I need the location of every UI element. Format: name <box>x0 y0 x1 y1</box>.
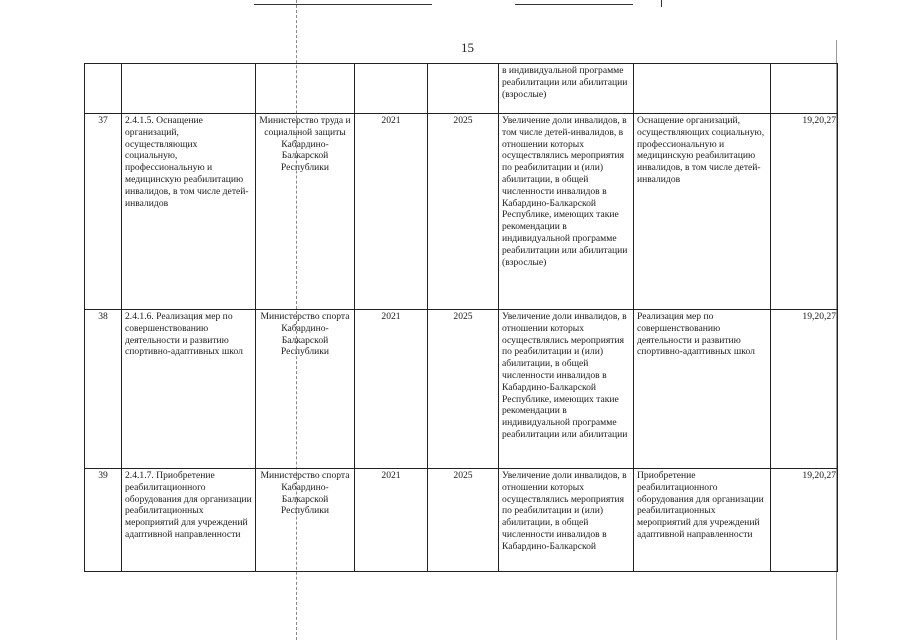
measure-cell: 2.4.1.7. Приобретение реабилитационного оборудования для организации реабилитационных мероприятий для учреждений адаптивной направленности <box>122 469 256 572</box>
page-number: 15 <box>461 40 474 55</box>
indicator-cell: Увеличение доли инвалидов, в отношении которых осуществлялись мероприятия по реабилитации и (или) абилитации, в общей численности инвалидов в Кабардино-Балкарской <box>499 469 634 572</box>
result-cell: Приобретение реабилитационного оборудования для организации реабилитационных мероприятий для учреждений адаптивной направленности <box>634 469 771 572</box>
row-number: 37 <box>85 114 122 310</box>
result-cell: Реализация мер по совершенствованию деятельности и развитию спортивно-адаптивных школ <box>634 310 771 469</box>
refs-cell: 19,20,27 <box>771 469 838 572</box>
table-row <box>85 310 838 469</box>
scan-tick-right <box>661 0 662 7</box>
row-number: 38 <box>85 310 122 469</box>
end-year-cell: 2025 <box>428 310 499 469</box>
end-year-cell <box>428 64 499 114</box>
measure-cell: 2.4.1.5. Оснащение организаций, осуществляющих социальную, профессиональную и медицинскую реабилитацию инвалидов, в том числе детей-инвалидов <box>122 114 256 310</box>
measure-cell <box>122 64 256 114</box>
start-year-cell: 2021 <box>355 310 428 469</box>
scan-rule-left <box>254 4 432 5</box>
executor-cell <box>256 64 355 114</box>
result-cell: Оснащение организаций, осуществляющих социальную, профессиональную и медицинскую реабилитацию инвалидов, в том числе детей-инвалидов <box>634 114 771 310</box>
result-cell <box>634 64 771 114</box>
indicator-cell: Увеличение доли инвалидов, в том числе детей-инвалидов, в отношении которых осуществлялись мероприятия по реабилитации и (или) абилитации, в общей численности инвалидов в Кабардино-Балкарской Республике, имеющих такие рекомендации в индивидуальной программе реабилитации или абилитации (взрослые) <box>499 114 634 310</box>
start-year-cell <box>355 64 428 114</box>
table-row <box>85 469 838 572</box>
row-number <box>85 64 122 114</box>
refs-cell: 19,20,27 <box>771 114 838 310</box>
table-row <box>85 114 838 310</box>
end-year-cell: 2025 <box>428 469 499 572</box>
row-number: 39 <box>85 469 122 572</box>
indicator-cell: Увеличение доли инвалидов, в отношении которых осуществлялись мероприятия по реабилитации и (или) абилитации, в общей численности инвалидов в Кабардино-Балкарской Республике, имеющих такие рекомендации в индивидуальной программе реабилитации или абилитации <box>499 310 634 469</box>
measures-table <box>84 63 838 572</box>
start-year-cell: 2021 <box>355 114 428 310</box>
refs-cell <box>771 64 838 114</box>
scan-rule-right <box>515 4 633 5</box>
refs-cell: 19,20,27 <box>771 310 838 469</box>
measure-cell: 2.4.1.6. Реализация мер по совершенствованию деятельности и развитию спортивно-адаптивных школ <box>122 310 256 469</box>
table-row <box>85 64 838 114</box>
executor-cell: Министерство труда и социальной защиты Кабардино-Балкарской Республики <box>256 114 355 310</box>
end-year-cell: 2025 <box>428 114 499 310</box>
indicator-cell: в индивидуальной программе реабилитации или абилитации (взрослые) <box>499 64 634 114</box>
executor-cell: Министерство спорта Кабардино-Балкарской Республики <box>256 469 355 572</box>
executor-cell: Министерство спорта Кабардино-Балкарской Республики <box>256 310 355 469</box>
start-year-cell: 2021 <box>355 469 428 572</box>
